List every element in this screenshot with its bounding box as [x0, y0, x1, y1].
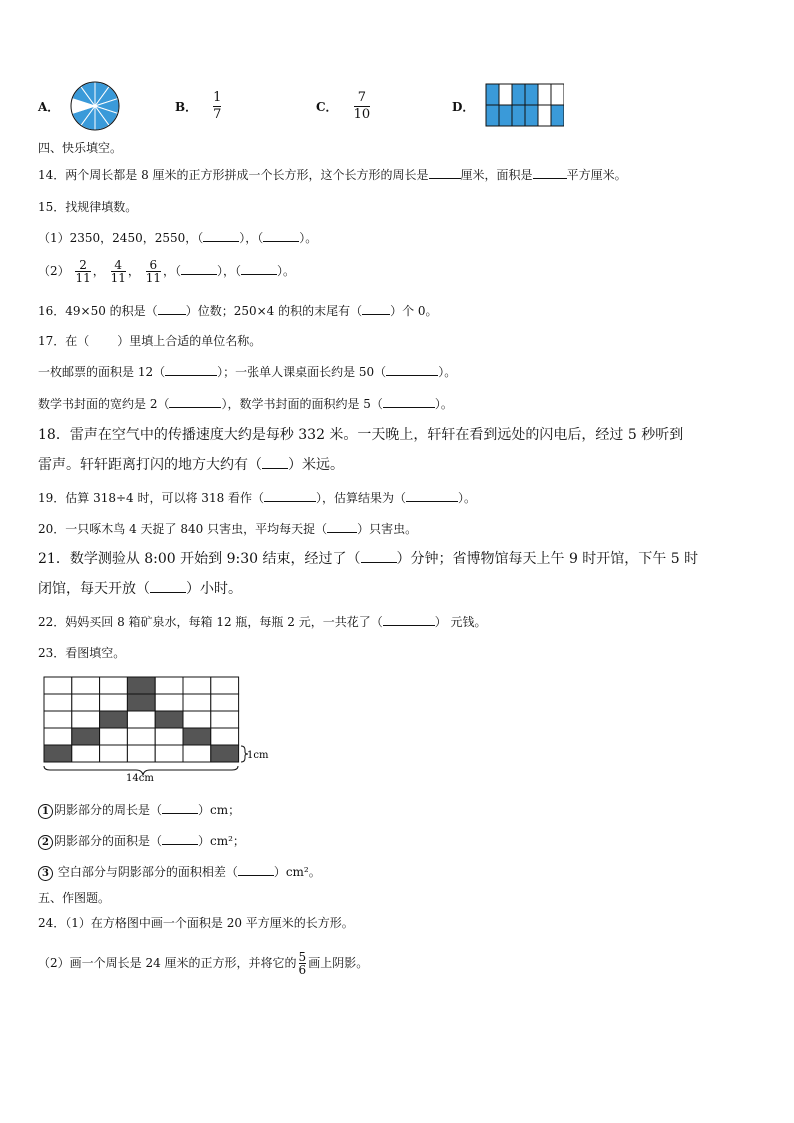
question-21-line-1: 21．数学测验从 8:00 开始到 9:30 结束，经过了（ ）分钟；省博物馆每天上午 9 时开馆，下午 5 时 — [38, 551, 699, 567]
grid-cell — [127, 745, 155, 762]
grid-cell — [211, 728, 239, 745]
grid-cell — [100, 694, 128, 711]
grid-cell — [183, 745, 211, 762]
question-23-figure — [40, 673, 280, 783]
blank[interactable] — [158, 304, 186, 315]
blank[interactable] — [162, 803, 198, 814]
section-4-heading: 四、快乐填空。 — [38, 141, 123, 155]
grid-cell — [211, 677, 239, 694]
grid-cell — [127, 711, 155, 728]
grid-cell — [44, 711, 72, 728]
grid-cell — [100, 728, 128, 745]
option-d-grid — [484, 82, 564, 130]
fraction: $\frac{2}{11}$ — [75, 258, 91, 285]
blank[interactable] — [203, 231, 239, 242]
grid-cell — [100, 745, 128, 762]
question-17-title: 17．在（ ）里填上合适的单位名称。 — [38, 334, 262, 348]
question-17-line-2: 数学书封面的宽约是 2（ ），数学书封面的面积约是 5（ ）。 — [38, 397, 453, 411]
option-b-label: B． — [175, 99, 198, 114]
grid-cell — [100, 677, 128, 694]
grid-cell — [512, 84, 525, 105]
fraction: $\frac{4}{11}$ — [110, 258, 126, 285]
question-21-line-2: 闭馆，每天开放（ ）小时。 — [38, 581, 242, 597]
blank[interactable] — [150, 582, 186, 593]
grid-cell — [44, 677, 72, 694]
option-c-label: C． — [316, 99, 338, 114]
blank[interactable] — [383, 397, 435, 408]
question-23-sub-2: 2 阴影部分的面积是（ ）cm²； — [38, 833, 245, 850]
option-d-label: D． — [452, 99, 475, 114]
grid-cell — [155, 694, 183, 711]
question-14: 14．两个周长都是 8 厘米的正方形拼成一个长方形，这个长方形的周长是 厘米，面积是 平方厘米。 — [38, 168, 627, 182]
grid-cell — [551, 84, 564, 105]
grid-cell — [512, 105, 525, 126]
blank[interactable] — [162, 834, 198, 845]
grid-cell — [127, 728, 155, 745]
grid-cell — [72, 745, 100, 762]
blank[interactable] — [533, 168, 567, 179]
question-15-title: 15．找规律填数。 — [38, 200, 138, 214]
question-18-line-2: 雷声。轩轩距离打闪的地方大约有（ ）米远。 — [38, 457, 344, 473]
question-15-1: （1）2350，2450，2550，（ ），（ ）。 — [38, 231, 318, 245]
option-a-label: A． — [38, 99, 60, 114]
fraction: $\frac{6}{11}$ — [145, 258, 161, 285]
width-label: 14cm — [126, 773, 154, 783]
grid-cell — [551, 105, 564, 126]
option-b-fraction — [213, 90, 221, 123]
blank[interactable] — [429, 168, 461, 179]
grid-cell — [72, 728, 100, 745]
grid-cell — [155, 711, 183, 728]
option-a — [38, 86, 121, 126]
blank[interactable] — [383, 615, 435, 626]
option-a-circle — [69, 80, 121, 132]
blank[interactable] — [264, 491, 316, 502]
blank[interactable] — [181, 264, 217, 275]
section-5-heading: 五、作图题。 — [38, 891, 111, 905]
grid-cell — [127, 677, 155, 694]
option-b — [175, 86, 223, 126]
grid-cell — [44, 745, 72, 762]
question-22: 22．妈妈买回 8 箱矿泉水，每箱 12 瓶，每瓶 2 元，一共花了（ ） 元钱。 — [38, 615, 487, 629]
blank[interactable] — [386, 365, 438, 376]
question-24-line-2: （2）画一个周长是 24 厘米的正方形，并将它的 $\frac{5}{6}$ 画上阴影。 — [38, 950, 369, 977]
blank[interactable] — [238, 865, 274, 876]
grid-cell — [211, 745, 239, 762]
grid-cell — [183, 728, 211, 745]
grid-cell — [155, 677, 183, 694]
fraction: $\frac{5}{6}$ — [298, 950, 307, 977]
blank[interactable] — [165, 365, 217, 376]
question-23-sub-1: 1 阴影部分的周长是（ ）cm； — [38, 802, 240, 819]
question-19: 19．估算 318÷4 时，可以将 318 看作（ ），估算结果为（ ）。 — [38, 491, 477, 505]
grid-cell — [525, 105, 538, 126]
grid-cell — [211, 694, 239, 711]
grid-cell — [127, 694, 155, 711]
option-c-numerator: 7 — [357, 89, 366, 105]
option-c-denominator: 10 — [353, 106, 371, 122]
grid-cell — [183, 694, 211, 711]
grid-cell — [155, 728, 183, 745]
question-24-line-1: 24．（1）在方格图中画一个面积是 20 平方厘米的长方形。 — [38, 916, 354, 930]
grid-cell — [72, 694, 100, 711]
grid-cell — [486, 84, 499, 105]
question-23-title: 23．看图填空。 — [38, 646, 126, 660]
grid-cell — [499, 105, 512, 126]
grid-cell — [44, 728, 72, 745]
option-c — [316, 86, 372, 126]
blank[interactable] — [362, 304, 390, 315]
blank[interactable] — [406, 491, 458, 502]
option-b-numerator: 1 — [213, 89, 222, 105]
question-23-sub-3: 3 空白部分与阴影部分的面积相差（ ）cm²。 — [38, 864, 321, 881]
blank[interactable] — [327, 522, 357, 533]
grid-cell — [183, 677, 211, 694]
grid-cell — [183, 711, 211, 728]
question-17-line-1: 一枚邮票的面积是 12（ ）；一张单人课桌面长约是 50（ ）。 — [38, 365, 457, 379]
height-label: 1cm — [247, 750, 269, 761]
grid-cell — [538, 105, 551, 126]
question-20: 20．一只啄木鸟 4 天捉了 840 只害虫，平均每天捉（ ）只害虫。 — [38, 522, 418, 536]
grid-cell — [525, 84, 538, 105]
grid-cell — [100, 711, 128, 728]
blank[interactable] — [262, 458, 288, 469]
question-18-line-1: 18．雷声在空气中的传播速度大约是每秒 332 米。一天晚上，轩轩在看到远处的闪电后，经过 5 秒听到 — [38, 427, 684, 443]
option-b-denominator: 7 — [213, 106, 222, 122]
option-c-fraction — [354, 90, 371, 123]
grid-cell — [72, 677, 100, 694]
blank[interactable] — [263, 231, 299, 242]
question-16: 16．49×50 的积是（ ）位数；250×4 的积的末尾有（ ）个 0。 — [38, 304, 438, 318]
blank[interactable] — [241, 264, 277, 275]
grid-cell — [155, 745, 183, 762]
blank[interactable] — [361, 552, 397, 563]
question-15-2: （2） $\frac{2}{11}$ ， $\frac{4}{11}$ ， $\frac{6}{11}$ ，（ ），（ ）。 — [38, 258, 296, 285]
blank[interactable] — [169, 397, 221, 408]
grid-cell — [72, 711, 100, 728]
grid-cell — [44, 694, 72, 711]
grid-cell — [538, 84, 551, 105]
grid-cell — [499, 84, 512, 105]
grid-cell — [486, 105, 499, 126]
option-d — [452, 86, 564, 126]
grid-cell — [211, 711, 239, 728]
